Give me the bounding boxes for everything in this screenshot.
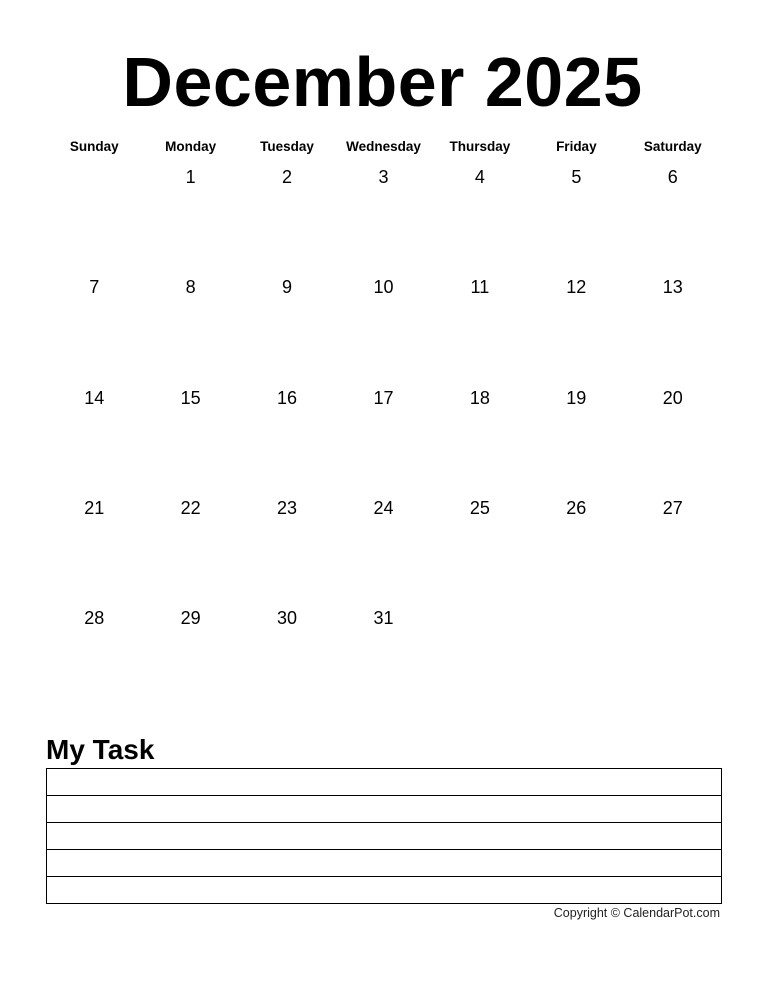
day-cell: 5 (571, 167, 582, 187)
task-line[interactable] (47, 877, 721, 903)
day-cell: 11 (470, 277, 490, 298)
task-section-title: My Task (46, 734, 155, 765)
day-cell: 26 (566, 497, 587, 518)
weekday-sunday: Sunday (69, 139, 119, 154)
day-cell: 30 (277, 608, 298, 629)
day-cell: 8 (185, 277, 196, 298)
day-cell (625, 606, 721, 716)
day-cell: 15 (180, 387, 201, 408)
day-cell: 24 (373, 497, 394, 518)
weekday-header-row (46, 138, 721, 156)
day-cell: 25 (469, 497, 490, 518)
task-line[interactable] (47, 796, 721, 823)
day-cell: 16 (277, 387, 298, 408)
weekday-saturday: Saturday (643, 139, 702, 154)
task-lines-table (46, 768, 722, 904)
day-cell: 22 (180, 497, 201, 518)
day-cell: 12 (566, 277, 587, 298)
day-cell: 4 (474, 167, 485, 187)
task-line[interactable] (47, 823, 721, 850)
day-cell: 18 (469, 387, 490, 408)
day-cell: 31 (373, 608, 394, 629)
weekday-thursday: Thursday (449, 139, 511, 154)
day-cell: 6 (667, 167, 678, 187)
day-cell: 2 (282, 167, 293, 187)
weekday-wednesday: Wednesday (346, 139, 421, 154)
day-cell: 19 (566, 387, 587, 408)
weekday-tuesday: Tuesday (260, 139, 314, 154)
day-cell: 27 (662, 497, 683, 518)
task-line[interactable] (47, 769, 721, 796)
copyright-notice: Copyright © CalendarPot.com (553, 906, 720, 920)
day-cell (432, 606, 528, 716)
day-cell: 20 (662, 387, 683, 408)
calendar-grid (46, 165, 721, 716)
day-cell: 13 (662, 277, 683, 298)
day-cell: 14 (84, 387, 105, 408)
weekday-monday: Monday (165, 139, 217, 154)
day-cell: 17 (373, 387, 394, 408)
day-cell (528, 606, 624, 716)
day-cell: 9 (282, 277, 293, 298)
day-cell: 28 (84, 608, 105, 629)
page-title: December 2025 (122, 43, 643, 121)
day-cell: 10 (373, 277, 394, 298)
weekday-friday: Friday (556, 139, 597, 154)
day-cell: 7 (89, 277, 100, 298)
day-cell: 21 (84, 497, 105, 518)
day-cell: 29 (180, 608, 201, 629)
day-cell: 23 (277, 497, 298, 518)
task-line[interactable] (47, 850, 721, 877)
day-cell: 1 (185, 167, 196, 187)
day-cell: 3 (378, 167, 389, 187)
day-cell (46, 165, 142, 275)
